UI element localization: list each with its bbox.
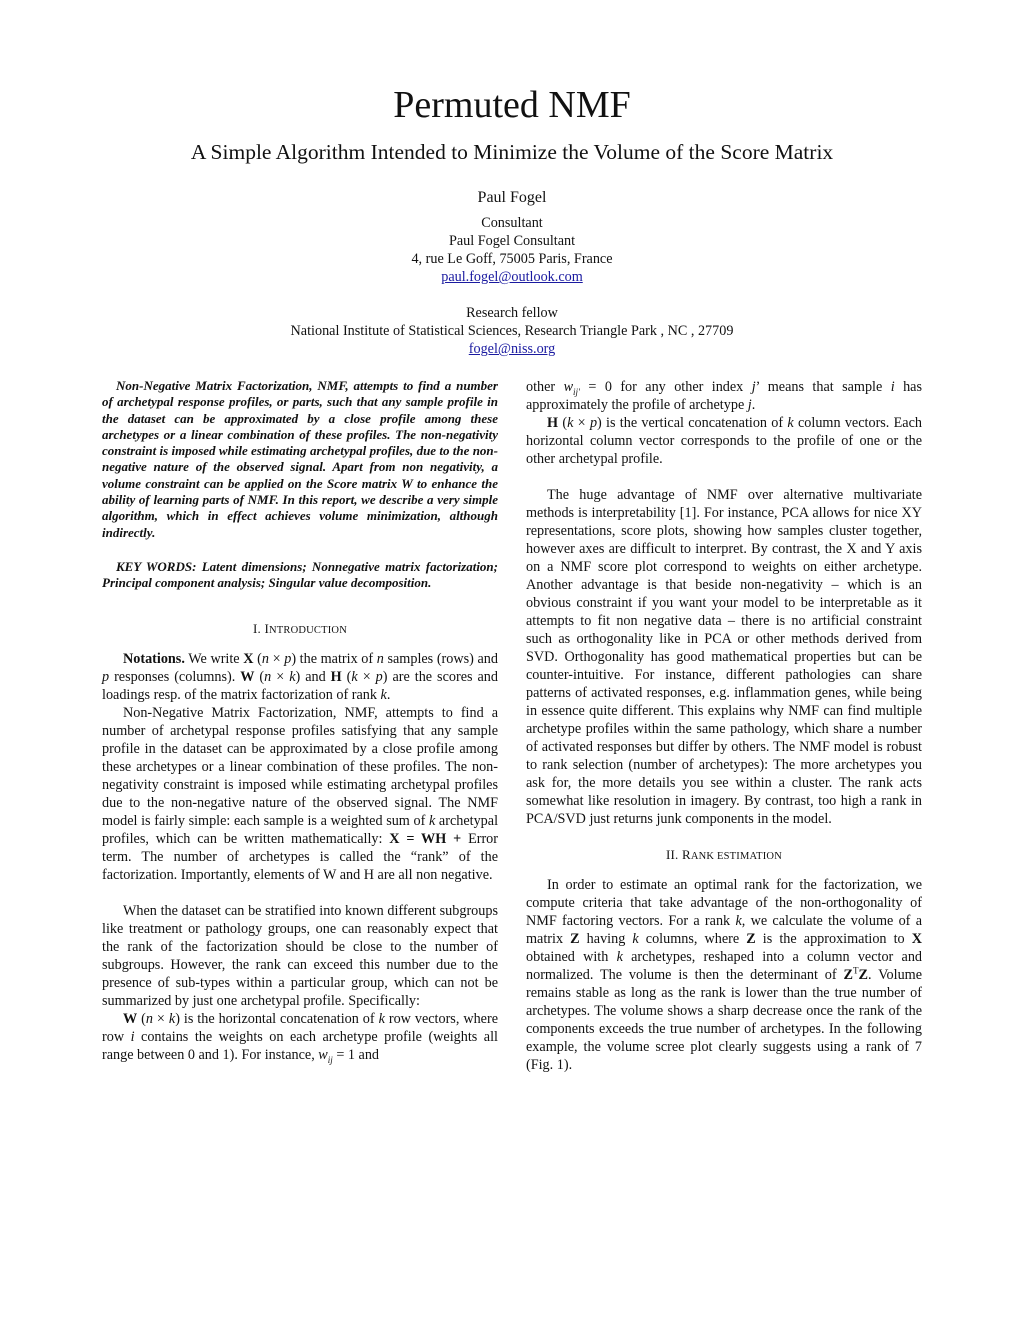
notations-paragraph: Notations. We write X (n × p) the matrix of n samples (rows) and p responses (columns). W (n × k) and H (k × p) are the scores and loadings resp. of the matrix factorization of rank k. <box>102 650 498 703</box>
w-definition-paragraph: W (n × k) is the horizontal concatenation of k row vectors, where row i contains the weights on each archetype profile (weights all range between 0 and 1). For instance, $w_{ij} = 1$ and <box>102 1010 498 1065</box>
left-column <box>102 378 498 1064</box>
advantage-paragraph: The huge advantage of NMF over alternative multivariate methods is interpretability [1]. For instance, PCA allows for nice XY representations, score plots, showing how samples cluster together, however axes are difficult to interpret. By contrast, the X and Y axis on a NMF score plot correspond to weights on either archetype. Another advantage is that beside non-negativity – which is an obvious constraint if you want your model to be interpretable as it attempts to fit non negative data – there is no artificial constraint such as orthogonality like in PCA or other methods derived from SVD. Orthogonality has good mathematical properties but can be counter-intuitive. For instance, different pathologies can share patterns of activated responses, e.g. inflammation genes, while being in essence quite different. This explains why NMF can find multiple archetype profiles within the same pathology, which share a number of activated responses but differ by others. The NMF model is robust to rank selection (number of archetypes): The more archetypes you ask for, the more details you see within a cluster. The rank acts somewhat like resolution in imagery. By contrast, too high a rank in PCA/SVD just returns junk components in the model. <box>526 487 922 827</box>
affiliation-1-email-link[interactable]: paul.fogel@outlook.com <box>441 269 583 285</box>
author-name: Paul Fogel <box>477 189 547 206</box>
section-2-heading: II. RANK ESTIMATION <box>665 847 782 862</box>
affiliation-1-org: Paul Fogel Consultant <box>448 233 576 249</box>
affiliation-1-role: Consultant <box>481 215 543 231</box>
affiliation-2-email-link[interactable]: fogel@niss.org <box>468 341 556 357</box>
rank-estimation-paragraph: In order to estimate an optimal rank for the factorization, we compute criteria that take advantage of the non-orthogonality of NMF factoring vectors. For a rank k, we calculate the volume of a matrix Z having k columns, where Z is the approximation to X obtained with k archetypes, reshaped into a column vector and normalized. The volume is then the determinant of $Z^TZ$. Volume remains stable as long as the rank is lower than the true number of archetypes. The volume shows a sharp decrease once the rank of the components exceeds the true number of archetypes. In the following example, the volume scree plot clearly suggests using a rank of 7 (Fig. 1). <box>526 877 923 1073</box>
affiliation-1-address: 4, rue Le Goff, 75005 Paris, France <box>411 251 613 267</box>
affiliation-2-role: Research fellow <box>466 305 558 321</box>
paper-title: Permuted NMF <box>393 84 631 126</box>
keywords: KEY WORDS: Latent dimensions; Nonnegative matrix factorization; Principal component analysis; Singular value decomposition. <box>102 558 498 591</box>
paper-subtitle: A Simple Algorithm Intended to Minimize the Volume of the Score Matrix <box>190 140 834 164</box>
section-1-heading: I. INTRODUCTION <box>253 620 347 636</box>
stratification-paragraph: When the dataset can be stratified into known different subgroups like treatment or pathology groups, one can reasonably expect that the rank of the factorization should be close to the number of subgroups. However, the rank can exceed this number due to the presence of sub-types within a particular group, which can not be summarized by just one archetypal profile. Specifically: <box>102 902 498 1009</box>
w-definition-continued: other $w_{ij'} = 0$ for any other index j’ means that sample i has approximately the profile of archetype j. <box>526 379 922 413</box>
paper-header <box>0 82 1024 358</box>
nmf-description-paragraph: Non-Negative Matrix Factorization, NMF, attempts to find a number of archetypal response profiles satisfying that any sample profile in the dataset can be approximated by a close profile among these archetypes or a linear combination of these profiles. The non-negativity constraint is imposed while estimating archetypal profiles due to the non-negative nature of the observed signal. The NMF model is fairly simple: each sample is a weighted sum of k archetypal profiles, which can be written mathematically: X = WH + Error term. The number of archetypes is called the “rank” of the factorization. Importantly, elements of W and H are all non negative. <box>102 704 499 883</box>
right-column <box>526 378 922 1074</box>
affiliation-2 <box>0 304 1024 358</box>
affiliation-2-org: National Institute of Statistical Sciences, Research Triangle Park , NC , 27709 <box>290 323 734 339</box>
abstract: Non-Negative Matrix Factorization, NMF, attempts to find a number of archetypal response profiles, or parts, such that any sample profile in the dataset can be approximated by a close profile among these archetypes or a linear combination of these profiles. The non-negativity constraint is imposed while estimating archetypal profiles, due to the non-negative nature of the observed signal. Apart from non negativity, a volume constraint can be applied on the Score matrix W to enhance the ability of learning parts of NMF. In this report, we describe a very simple algorithm, which in effect achieves volume minimization, although indirectly. <box>102 378 498 540</box>
h-definition-paragraph: H (k × p) is the vertical concatenation of k column vectors. Each horizontal column vector corresponds to the profile of one or the other archetypal profile. <box>526 415 922 467</box>
affiliation-1 <box>0 214 1024 286</box>
